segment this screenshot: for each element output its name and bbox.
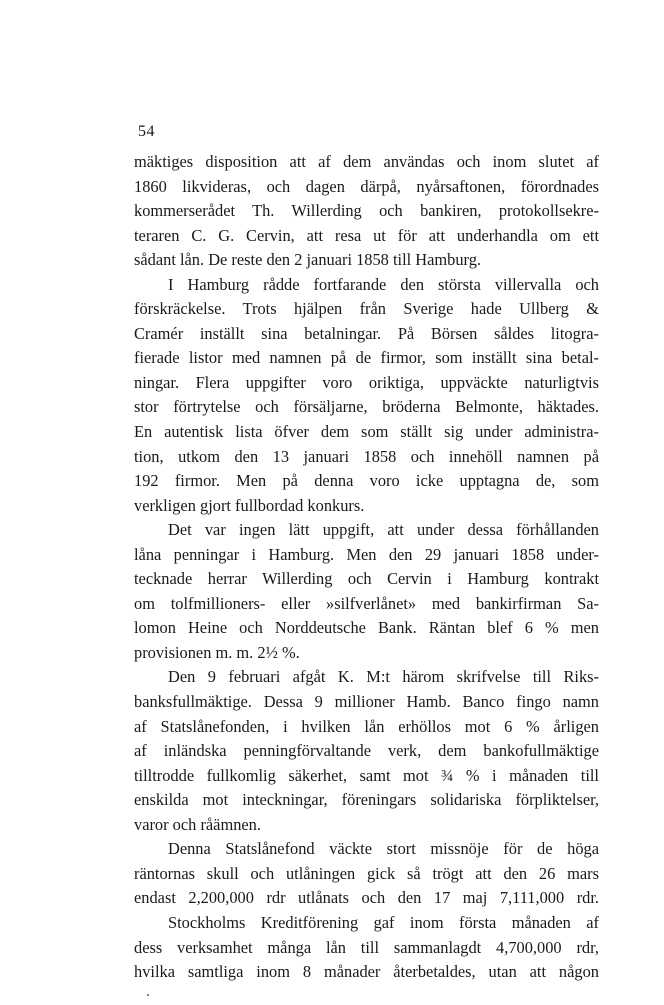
- text-line: enskilda mot inteckningar, föreningars solidariska förpliktelser,: [134, 790, 599, 810]
- paragraph-3: [134, 518, 599, 665]
- text-line: banksfullmäktige. Dessa 9 millioner Hamb. Banco fingo namn: [134, 692, 599, 712]
- text-line: Det var ingen lätt uppgift, att under dessa förhållanden: [168, 520, 599, 540]
- text-line: teraren C. G. Cervin, att resa ut för att underhandla om ett: [134, 225, 599, 245]
- text-line: endast 2,200,000 rdr utlånats och den 17 maj 7,111,000 rdr.: [134, 888, 599, 908]
- text-line: Cramér inställt sina betalningar. På Börsen såldes litogra-: [134, 323, 599, 343]
- text-line: En autentisk lista öfver dem som ställt sig under administra-: [134, 422, 599, 442]
- scan-speck: [147, 994, 149, 996]
- text-line: Denna Statslånefond väckte stort missnöje för de höga: [168, 839, 599, 859]
- paragraph-2: [134, 273, 599, 518]
- text-line: provisionen m. m. 2½ %.: [134, 642, 300, 662]
- paragraph-5: [134, 837, 599, 911]
- body-text: [134, 150, 599, 985]
- text-line: dess verksamhet många lån till sammanlagdt 4,700,000 rdr,: [134, 937, 599, 957]
- text-line: tecknade herrar Willerding och Cervin i Hamburg kontrakt: [134, 569, 599, 589]
- paragraph-6: [134, 911, 599, 985]
- text-line: om tolfmillioners- eller »silfverlånet» med bankirfirman Sa-: [134, 593, 599, 613]
- text-line: af inländska penningförvaltande verk, dem bankofullmäktige: [134, 741, 599, 761]
- text-line: låna penningar i Hamburg. Men den 29 januari 1858 under-: [134, 544, 599, 564]
- text-line: kommerserådet Th. Willerding och bankiren, protokollsekre-: [134, 201, 599, 221]
- text-line: Stockholms Kreditförening gaf inom första månaden af: [168, 912, 599, 932]
- text-line: verkligen gjort fullbordad konkurs.: [134, 495, 365, 515]
- text-line: förskräckelse. Trots hjälpen från Sverige hade Ullberg &: [134, 299, 599, 319]
- text-line: lomon Heine och Norddeutsche Bank. Räntan blef 6 % men: [134, 618, 599, 638]
- paragraph-4: [134, 665, 599, 837]
- text-line: 1860 likvideras, och dagen därpå, nyårsaftonen, förordnades: [134, 176, 599, 196]
- text-line: ningar. Flera uppgifter voro oriktiga, uppväckte naturligtvis: [134, 372, 599, 392]
- page-number: 54: [138, 123, 155, 140]
- text-line: Den 9 februari afgåt K. M:t härom skrifvelse till Riks-: [168, 667, 599, 687]
- text-line: 192 firmor. Men på denna voro icke upptagna de, som: [134, 471, 599, 491]
- text-line: sådant lån. De reste den 2 januari 1858 till Hamburg.: [134, 250, 481, 270]
- paragraph-1: [134, 150, 599, 273]
- text-line: af Statslånefonden, i hvilken lån erhöllos mot 6 % årligen: [134, 716, 599, 736]
- text-line: tilltrodde fullkomlig säkerhet, samt mot ¾ % i månaden till: [134, 765, 599, 785]
- text-line: hvilka samtliga inom 8 månader återbetaldes, utan att någon: [134, 962, 599, 982]
- text-line: mäktiges disposition att af dem användas och inom slutet af: [134, 152, 599, 171]
- text-line: räntornas skull och utlåningen gick så trögt att den 26 mars: [134, 863, 599, 883]
- text-line: tion, utkom den 13 januari 1858 och innehöll namnen på: [134, 446, 599, 466]
- text-line: fierade listor med namnen på de firmor, som inställt sina betal-: [134, 348, 599, 368]
- text-line: varor och råämnen.: [134, 814, 261, 834]
- text-line: I Hamburg rådde fortfarande den största villervalla och: [168, 274, 599, 294]
- text-line: stor förtrytelse och försäljarne, bröderna Belmonte, häktades.: [134, 397, 599, 417]
